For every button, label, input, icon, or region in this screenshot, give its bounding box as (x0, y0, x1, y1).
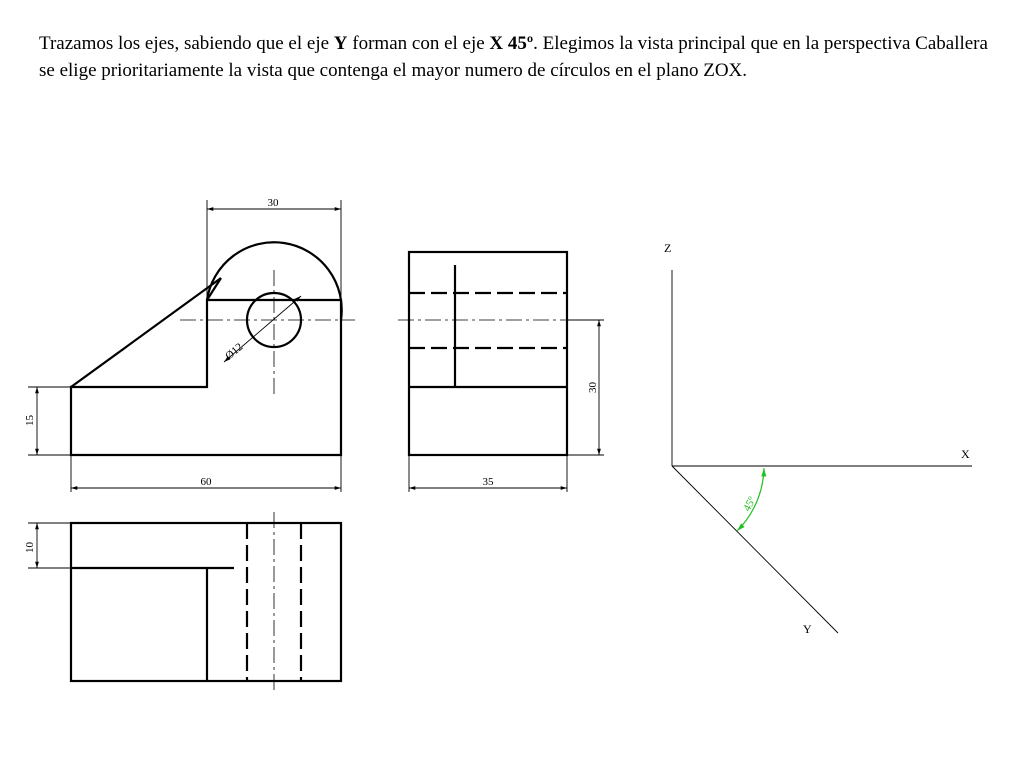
caballera-axes (664, 241, 972, 636)
axis-z-label: Z (664, 241, 672, 255)
dim-front-width (71, 455, 341, 492)
angle-label: 45º (741, 495, 759, 514)
intro-axis-x-angle: X 45º (489, 33, 534, 54)
dim-side-height-label: 30 (587, 382, 599, 393)
dim-side-height (567, 320, 604, 455)
axis-y (672, 466, 838, 633)
dim-top-width-label: 30 (267, 197, 279, 209)
dim-side-width-label: 35 (482, 476, 494, 488)
dim-plan-depth-label: 10 (24, 542, 36, 553)
axis-y-label: Y (803, 622, 812, 636)
axis-x-label: X (961, 447, 970, 461)
front-view (71, 242, 355, 455)
dim-left-height-label: 15 (24, 415, 36, 426)
diameter-label: Ø12 (223, 340, 246, 363)
plan-view (71, 512, 341, 690)
dim-left-height (24, 387, 71, 455)
intro-text-3: . Elegimos la vista principal que en la perspectiva Caballera se elige prioritariamente la vista que contenga el mayor numero de círculos en el plano ZOX. (39, 33, 988, 81)
side-view (398, 252, 580, 455)
dim-plan-depth (24, 523, 71, 568)
dim-front-width-label: 60 (200, 476, 212, 488)
intro-axis-y: Y (333, 33, 348, 54)
intro-text-2: forman con el eje (347, 33, 490, 54)
intro-text-1: Trazamos los ejes, sabiendo que el eje (39, 33, 334, 54)
side-view-outline (409, 252, 567, 455)
front-view-slope (71, 278, 221, 387)
dim-side-width (409, 455, 567, 492)
